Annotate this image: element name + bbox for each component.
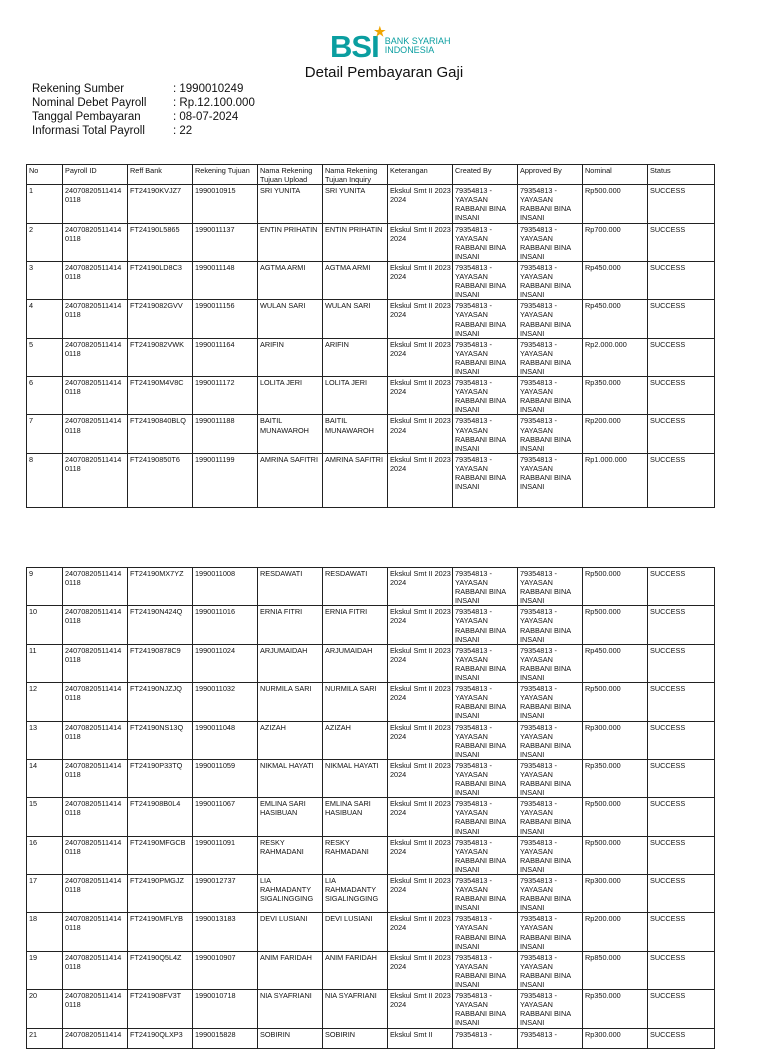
cell-created-by: 79354813 - YAYASAN RABBANI BINA INSANI — [453, 606, 518, 644]
cell-approved-by: 79354813 - YAYASAN RABBANI BINA INSANI — [518, 721, 583, 759]
cell-payroll-id: 24070820511414 0118 — [63, 990, 128, 1028]
cell-nama-inquiry: ANIM FARIDAH — [323, 951, 388, 989]
cell-keterangan: Ekskul Smt II 2023 2024 — [388, 951, 453, 989]
cell-approved-by: 79354813 - YAYASAN RABBANI BINA INSANI — [518, 951, 583, 989]
cell-no: 5 — [27, 338, 63, 376]
cell-status: SUCCESS — [648, 990, 715, 1028]
cell-nama-inquiry: AMRINA SAFITRI — [323, 453, 388, 507]
cell-status: SUCCESS — [648, 185, 715, 223]
table-row — [27, 836, 715, 874]
cell-nama-inquiry: LOLITA JERI — [323, 377, 388, 415]
payroll-table-page-1 — [26, 164, 715, 508]
cell-no: 20 — [27, 990, 63, 1028]
cell-reff-bank: FT24190LD8C3 — [128, 261, 193, 299]
cell-created-by: 79354813 - YAYASAN RABBANI BINA INSANI — [453, 261, 518, 299]
header-cell-nama-inquiry: Nama Rekening Tujuan Inquiry — [323, 165, 388, 185]
summary-row-total-payroll — [32, 124, 255, 138]
cell-status: SUCCESS — [648, 721, 715, 759]
cell-nama-inquiry: ENTIN PRIHATIN — [323, 223, 388, 261]
cell-rekening-tujuan: 1990011164 — [193, 338, 258, 376]
cell-nama-upload: SOBIRIN — [258, 1028, 323, 1048]
cell-no: 15 — [27, 798, 63, 836]
cell-nominal: Rp500.000 — [583, 836, 648, 874]
cell-status: SUCCESS — [648, 415, 715, 453]
cell-status: SUCCESS — [648, 223, 715, 261]
cell-nama-upload: AMRINA SAFITRI — [258, 453, 323, 507]
cell-status: SUCCESS — [648, 338, 715, 376]
cell-nama-upload: AGTMA ARMI — [258, 261, 323, 299]
cell-nama-inquiry: ARIFIN — [323, 338, 388, 376]
cell-created-by: 79354813 - YAYASAN RABBANI BINA INSANI — [453, 338, 518, 376]
cell-reff-bank: FT2419082GVV — [128, 300, 193, 338]
cell-created-by: 79354813 - YAYASAN RABBANI BINA INSANI — [453, 185, 518, 223]
cell-nama-inquiry: SOBIRIN — [323, 1028, 388, 1048]
cell-nama-upload: NIA SYAFRIANI — [258, 990, 323, 1028]
table-row — [27, 338, 715, 376]
cell-reff-bank: FT24190P33TQ — [128, 759, 193, 797]
cell-nominal: Rp300.000 — [583, 721, 648, 759]
cell-keterangan: Ekskul Smt II 2023 2024 — [388, 453, 453, 507]
cell-nama-upload: EMLINA SARI HASIBUAN — [258, 798, 323, 836]
table-row — [27, 377, 715, 415]
cell-status: SUCCESS — [648, 836, 715, 874]
cell-nominal: Rp350.000 — [583, 990, 648, 1028]
cell-nama-inquiry: NURMILA SARI — [323, 683, 388, 721]
summary-value: : Rp.12.100.000 — [173, 97, 255, 109]
logo-brand: BSI ★ — [330, 23, 385, 64]
cell-rekening-tujuan: 1990011199 — [193, 453, 258, 507]
cell-reff-bank: FT24190N424Q — [128, 606, 193, 644]
table-row — [27, 300, 715, 338]
cell-rekening-tujuan: 1990011024 — [193, 644, 258, 682]
cell-reff-bank: FT24190NJZJQ — [128, 683, 193, 721]
cell-no: 4 — [27, 300, 63, 338]
cell-payroll-id: 24070820511414 0118 — [63, 377, 128, 415]
cell-created-by: 79354813 - YAYASAN RABBANI BINA INSANI — [453, 644, 518, 682]
cell-created-by: 79354813 - YAYASAN RABBANI BINA INSANI — [453, 568, 518, 606]
summary-value: : 22 — [173, 125, 193, 137]
cell-reff-bank: FT24190Q5L4Z — [128, 951, 193, 989]
cell-keterangan: Ekskul Smt II 2023 2024 — [388, 185, 453, 223]
cell-nominal: Rp500.000 — [583, 798, 648, 836]
header-cell-status: Status — [648, 165, 715, 185]
header-cell-keterangan: Keterangan — [388, 165, 453, 185]
cell-approved-by: 79354813 - YAYASAN RABBANI BINA INSANI — [518, 185, 583, 223]
cell-nama-upload: ARJUMAIDAH — [258, 644, 323, 682]
cell-created-by: 79354813 - YAYASAN RABBANI BINA INSANI — [453, 798, 518, 836]
cell-status: SUCCESS — [648, 759, 715, 797]
cell-nominal: Rp500.000 — [583, 185, 648, 223]
table-row — [27, 261, 715, 299]
table-row — [27, 721, 715, 759]
cell-approved-by: 79354813 - YAYASAN RABBANI BINA INSANI — [518, 453, 583, 507]
cell-rekening-tujuan: 1990011059 — [193, 759, 258, 797]
cell-approved-by: 79354813 - YAYASAN RABBANI BINA INSANI — [518, 875, 583, 913]
cell-no: 2 — [27, 223, 63, 261]
cell-approved-by: 79354813 - YAYASAN RABBANI BINA INSANI — [518, 759, 583, 797]
cell-reff-bank: FT24190878C9 — [128, 644, 193, 682]
table-row — [27, 913, 715, 951]
cell-rekening-tujuan: 1990011032 — [193, 683, 258, 721]
cell-approved-by: 79354813 - YAYASAN RABBANI BINA INSANI — [518, 300, 583, 338]
cell-no: 9 — [27, 568, 63, 606]
cell-nama-inquiry: AGTMA ARMI — [323, 261, 388, 299]
cell-nama-inquiry: NIKMAL HAYATI — [323, 759, 388, 797]
cell-reff-bank: FT24190L5865 — [128, 223, 193, 261]
table-row — [27, 759, 715, 797]
cell-keterangan: Ekskul Smt II 2023 2024 — [388, 759, 453, 797]
cell-nama-inquiry: WULAN SARI — [323, 300, 388, 338]
cell-nominal: Rp850.000 — [583, 951, 648, 989]
cell-nama-inquiry: LIA RAHMADANTY SIGALINGGING — [323, 875, 388, 913]
cell-approved-by: 79354813 - YAYASAN RABBANI BINA INSANI — [518, 913, 583, 951]
cell-payroll-id: 24070820511414 0118 — [63, 223, 128, 261]
payment-summary — [32, 82, 255, 138]
cell-approved-by: 79354813 - — [518, 1028, 583, 1048]
cell-nama-inquiry: SRI YUNITA — [323, 185, 388, 223]
cell-payroll-id: 24070820511414 0118 — [63, 568, 128, 606]
cell-keterangan: Ekskul Smt II 2023 2024 — [388, 644, 453, 682]
table-row — [27, 683, 715, 721]
logo-line-2: INDONESIA — [384, 45, 435, 55]
payroll-table-page-2 — [26, 567, 715, 1049]
cell-payroll-id: 24070820511414 0118 — [63, 453, 128, 507]
cell-keterangan: Ekskul Smt II — [388, 1028, 453, 1048]
cell-nominal: Rp500.000 — [583, 606, 648, 644]
cell-reff-bank: FT241908FV3T — [128, 990, 193, 1028]
header-cell-rekening-tujuan: Rekening Tujuan — [193, 165, 258, 185]
cell-approved-by: 79354813 - YAYASAN RABBANI BINA INSANI — [518, 683, 583, 721]
cell-payroll-id: 24070820511414 — [63, 1028, 128, 1048]
cell-status: SUCCESS — [648, 951, 715, 989]
summary-row-payment-date — [32, 110, 255, 124]
table-row — [27, 568, 715, 606]
summary-label: Informasi Total Payroll — [32, 125, 145, 137]
cell-no: 8 — [27, 453, 63, 507]
cell-reff-bank: FT241908B0L4 — [128, 798, 193, 836]
cell-no: 3 — [27, 261, 63, 299]
cell-nama-upload: ANIM FARIDAH — [258, 951, 323, 989]
cell-nama-inquiry: DEVI LUSIANI — [323, 913, 388, 951]
cell-rekening-tujuan: 1990010907 — [193, 951, 258, 989]
cell-no: 13 — [27, 721, 63, 759]
cell-status: SUCCESS — [648, 261, 715, 299]
cell-approved-by: 79354813 - YAYASAN RABBANI BINA INSANI — [518, 606, 583, 644]
cell-created-by: 79354813 - YAYASAN RABBANI BINA INSANI — [453, 759, 518, 797]
cell-nominal: Rp300.000 — [583, 1028, 648, 1048]
cell-payroll-id: 24070820511414 0118 — [63, 951, 128, 989]
cell-no: 14 — [27, 759, 63, 797]
cell-no: 19 — [27, 951, 63, 989]
cell-nama-upload: ENTIN PRIHATIN — [258, 223, 323, 261]
cell-nominal: Rp450.000 — [583, 261, 648, 299]
table-row — [27, 415, 715, 453]
cell-reff-bank: FT24190MFLYB — [128, 913, 193, 951]
summary-label: Tanggal Pembayaran — [32, 111, 141, 123]
cell-keterangan: Ekskul Smt II 2023 2024 — [388, 990, 453, 1028]
cell-reff-bank: FT24190M4V8C — [128, 377, 193, 415]
cell-nama-upload: LOLITA JERI — [258, 377, 323, 415]
cell-approved-by: 79354813 - YAYASAN RABBANI BINA INSANI — [518, 377, 583, 415]
summary-row-debit-amount — [32, 96, 255, 110]
cell-nama-inquiry: RESDAWATI — [323, 568, 388, 606]
cell-keterangan: Ekskul Smt II 2023 2024 — [388, 223, 453, 261]
cell-nama-upload: AZIZAH — [258, 721, 323, 759]
table-row — [27, 185, 715, 223]
cell-payroll-id: 24070820511414 0118 — [63, 261, 128, 299]
bsi-logo — [330, 23, 451, 66]
cell-approved-by: 79354813 - YAYASAN RABBANI BINA INSANI — [518, 990, 583, 1028]
cell-approved-by: 79354813 - YAYASAN RABBANI BINA INSANI — [518, 836, 583, 874]
cell-approved-by: 79354813 - YAYASAN RABBANI BINA INSANI — [518, 261, 583, 299]
cell-nama-inquiry: AZIZAH — [323, 721, 388, 759]
cell-status: SUCCESS — [648, 606, 715, 644]
cell-created-by: 79354813 - YAYASAN RABBANI BINA INSANI — [453, 683, 518, 721]
cell-reff-bank: FT24190840BLQ — [128, 415, 193, 453]
cell-created-by: 79354813 - YAYASAN RABBANI BINA INSANI — [453, 415, 518, 453]
cell-status: SUCCESS — [648, 300, 715, 338]
cell-status: SUCCESS — [648, 453, 715, 507]
cell-status: SUCCESS — [648, 798, 715, 836]
summary-label: Nominal Debet Payroll — [32, 97, 147, 109]
header-cell-reff-bank: Reff Bank — [128, 165, 193, 185]
cell-no: 1 — [27, 185, 63, 223]
cell-keterangan: Ekskul Smt II 2023 2024 — [388, 415, 453, 453]
cell-keterangan: Ekskul Smt II 2023 2024 — [388, 300, 453, 338]
cell-payroll-id: 24070820511414 0118 — [63, 798, 128, 836]
header-cell-no: No — [27, 165, 63, 185]
cell-nominal: Rp300.000 — [583, 875, 648, 913]
cell-keterangan: Ekskul Smt II 2023 2024 — [388, 913, 453, 951]
cell-keterangan: Ekskul Smt II 2023 2024 — [388, 377, 453, 415]
cell-rekening-tujuan: 1990011016 — [193, 606, 258, 644]
cell-reff-bank: FT24190NS13Q — [128, 721, 193, 759]
summary-value: : 1990010249 — [173, 83, 244, 95]
table-row — [27, 606, 715, 644]
cell-nama-upload: BAITIL MUNAWAROH — [258, 415, 323, 453]
cell-keterangan: Ekskul Smt II 2023 2024 — [388, 261, 453, 299]
cell-reff-bank: FT24190MFGCB — [128, 836, 193, 874]
cell-payroll-id: 24070820511414 0118 — [63, 721, 128, 759]
cell-nama-inquiry: EMLINA SARI HASIBUAN — [323, 798, 388, 836]
table-header — [27, 165, 715, 185]
header-cell-nama-upload: Nama Rekening Tujuan Upload — [258, 165, 323, 185]
cell-rekening-tujuan: 1990011137 — [193, 223, 258, 261]
cell-created-by: 79354813 - YAYASAN RABBANI BINA INSANI — [453, 836, 518, 874]
cell-nama-inquiry: RESKY RAHMADANI — [323, 836, 388, 874]
cell-rekening-tujuan: 1990011091 — [193, 836, 258, 874]
table-row — [27, 990, 715, 1028]
cell-no: 11 — [27, 644, 63, 682]
header-cell-nominal: Nominal — [583, 165, 648, 185]
cell-payroll-id: 24070820511414 0118 — [63, 683, 128, 721]
cell-payroll-id: 24070820511414 0118 — [63, 185, 128, 223]
cell-reff-bank: FT24190850T6 — [128, 453, 193, 507]
cell-created-by: 79354813 - YAYASAN RABBANI BINA INSANI — [453, 453, 518, 507]
cell-approved-by: 79354813 - YAYASAN RABBANI BINA INSANI — [518, 644, 583, 682]
cell-nominal: Rp2.000.000 — [583, 338, 648, 376]
cell-nominal: Rp450.000 — [583, 644, 648, 682]
cell-keterangan: Ekskul Smt II 2023 2024 — [388, 721, 453, 759]
cell-nominal: Rp1.000.000 — [583, 453, 648, 507]
cell-rekening-tujuan: 1990015828 — [193, 1028, 258, 1048]
summary-row-source-account — [32, 82, 255, 96]
table-row — [27, 453, 715, 507]
cell-nominal: Rp500.000 — [583, 568, 648, 606]
cell-reff-bank: FT24190KVJZ7 — [128, 185, 193, 223]
cell-payroll-id: 24070820511414 0118 — [63, 644, 128, 682]
cell-no: 12 — [27, 683, 63, 721]
cell-keterangan: Ekskul Smt II 2023 2024 — [388, 836, 453, 874]
cell-rekening-tujuan: 1990011148 — [193, 261, 258, 299]
table-row — [27, 798, 715, 836]
cell-rekening-tujuan: 1990011156 — [193, 300, 258, 338]
cell-rekening-tujuan: 1990010718 — [193, 990, 258, 1028]
cell-rekening-tujuan: 1990013183 — [193, 913, 258, 951]
cell-rekening-tujuan: 1990012737 — [193, 875, 258, 913]
cell-rekening-tujuan: 1990011188 — [193, 415, 258, 453]
cell-nominal: Rp500.000 — [583, 683, 648, 721]
cell-no: 16 — [27, 836, 63, 874]
cell-nominal: Rp200.000 — [583, 913, 648, 951]
cell-nama-upload: RESKY RAHMADANI — [258, 836, 323, 874]
cell-nama-upload: WULAN SARI — [258, 300, 323, 338]
logo-wordmark — [385, 37, 451, 55]
cell-no: 7 — [27, 415, 63, 453]
cell-nominal: Rp350.000 — [583, 759, 648, 797]
cell-nama-upload: ARIFIN — [258, 338, 323, 376]
table-row — [27, 644, 715, 682]
cell-keterangan: Ekskul Smt II 2023 2024 — [388, 875, 453, 913]
cell-status: SUCCESS — [648, 913, 715, 951]
cell-reff-bank: FT24190QLXP3 — [128, 1028, 193, 1048]
cell-nama-upload: SRI YUNITA — [258, 185, 323, 223]
cell-created-by: 79354813 - YAYASAN RABBANI BINA INSANI — [453, 223, 518, 261]
cell-created-by: 79354813 - YAYASAN RABBANI BINA INSANI — [453, 377, 518, 415]
cell-approved-by: 79354813 - YAYASAN RABBANI BINA INSANI — [518, 223, 583, 261]
page-title: Detail Pembayaran Gaji — [304, 64, 464, 81]
cell-created-by: 79354813 - YAYASAN RABBANI BINA INSANI — [453, 951, 518, 989]
cell-keterangan: Ekskul Smt II 2023 2024 — [388, 798, 453, 836]
cell-nominal: Rp450.000 — [583, 300, 648, 338]
cell-approved-by: 79354813 - YAYASAN RABBANI BINA INSANI — [518, 415, 583, 453]
cell-status: SUCCESS — [648, 1028, 715, 1048]
cell-no: 18 — [27, 913, 63, 951]
cell-nama-upload: LIA RAHMADANTY SIGALINGGING — [258, 875, 323, 913]
cell-nama-upload: NURMILA SARI — [258, 683, 323, 721]
cell-reff-bank: FT2419082VWK — [128, 338, 193, 376]
summary-label: Rekening Sumber — [32, 83, 125, 95]
cell-no: 6 — [27, 377, 63, 415]
cell-status: SUCCESS — [648, 568, 715, 606]
cell-keterangan: Ekskul Smt II 2023 2024 — [388, 568, 453, 606]
header-cell-approved-by: Approved By — [518, 165, 583, 185]
cell-nama-inquiry: BAITIL MUNAWAROH — [323, 415, 388, 453]
cell-payroll-id: 24070820511414 0118 — [63, 875, 128, 913]
cell-nama-upload: RESDAWATI — [258, 568, 323, 606]
cell-nama-inquiry: NIA SYAFRIANI — [323, 990, 388, 1028]
cell-approved-by: 79354813 - YAYASAN RABBANI BINA INSANI — [518, 338, 583, 376]
cell-nominal: Rp350.000 — [583, 377, 648, 415]
cell-created-by: 79354813 - YAYASAN RABBANI BINA INSANI — [453, 913, 518, 951]
cell-keterangan: Ekskul Smt II 2023 2024 — [388, 338, 453, 376]
cell-status: SUCCESS — [648, 683, 715, 721]
cell-rekening-tujuan: 1990011048 — [193, 721, 258, 759]
cell-approved-by: 79354813 - YAYASAN RABBANI BINA INSANI — [518, 568, 583, 606]
cell-payroll-id: 24070820511414 0118 — [63, 415, 128, 453]
cell-rekening-tujuan: 1990011172 — [193, 377, 258, 415]
cell-payroll-id: 24070820511414 0118 — [63, 338, 128, 376]
cell-status: SUCCESS — [648, 377, 715, 415]
cell-created-by: 79354813 - — [453, 1028, 518, 1048]
cell-status: SUCCESS — [648, 644, 715, 682]
cell-nama-inquiry: ARJUMAIDAH — [323, 644, 388, 682]
header-cell-created-by: Created By — [453, 165, 518, 185]
cell-created-by: 79354813 - YAYASAN RABBANI BINA INSANI — [453, 721, 518, 759]
cell-keterangan: Ekskul Smt II 2023 2024 — [388, 683, 453, 721]
summary-value: : 08-07-2024 — [173, 111, 239, 123]
cell-created-by: 79354813 - YAYASAN RABBANI BINA INSANI — [453, 300, 518, 338]
cell-payroll-id: 24070820511414 0118 — [63, 759, 128, 797]
cell-no: 17 — [27, 875, 63, 913]
cell-payroll-id: 24070820511414 0118 — [63, 913, 128, 951]
cell-no: 21 — [27, 1028, 63, 1048]
cell-nominal: Rp700.000 — [583, 223, 648, 261]
star-icon: ★ — [374, 23, 385, 39]
cell-nama-upload: DEVI LUSIANI — [258, 913, 323, 951]
cell-payroll-id: 24070820511414 0118 — [63, 606, 128, 644]
cell-nominal: Rp200.000 — [583, 415, 648, 453]
cell-keterangan: Ekskul Smt II 2023 2024 — [388, 606, 453, 644]
cell-rekening-tujuan: 1990010915 — [193, 185, 258, 223]
cell-rekening-tujuan: 1990011008 — [193, 568, 258, 606]
table-row — [27, 223, 715, 261]
table-row — [27, 951, 715, 989]
logo-line-1: BANK SYARIAH — [384, 36, 451, 46]
header-cell-payroll-id: Payroll ID — [63, 165, 128, 185]
cell-nama-upload: ERNIA FITRI — [258, 606, 323, 644]
cell-payroll-id: 24070820511414 0118 — [63, 300, 128, 338]
cell-nama-upload: NIKMAL HAYATI — [258, 759, 323, 797]
cell-status: SUCCESS — [648, 875, 715, 913]
cell-payroll-id: 24070820511414 0118 — [63, 836, 128, 874]
cell-reff-bank: FT24190MX7YZ — [128, 568, 193, 606]
table-row — [27, 875, 715, 913]
cell-created-by: 79354813 - YAYASAN RABBANI BINA INSANI — [453, 990, 518, 1028]
cell-approved-by: 79354813 - YAYASAN RABBANI BINA INSANI — [518, 798, 583, 836]
cell-created-by: 79354813 - YAYASAN RABBANI BINA INSANI — [453, 875, 518, 913]
cell-nama-inquiry: ERNIA FITRI — [323, 606, 388, 644]
cell-no: 10 — [27, 606, 63, 644]
cell-rekening-tujuan: 1990011067 — [193, 798, 258, 836]
cell-reff-bank: FT24190PMGJZ — [128, 875, 193, 913]
table-row — [27, 1028, 715, 1048]
